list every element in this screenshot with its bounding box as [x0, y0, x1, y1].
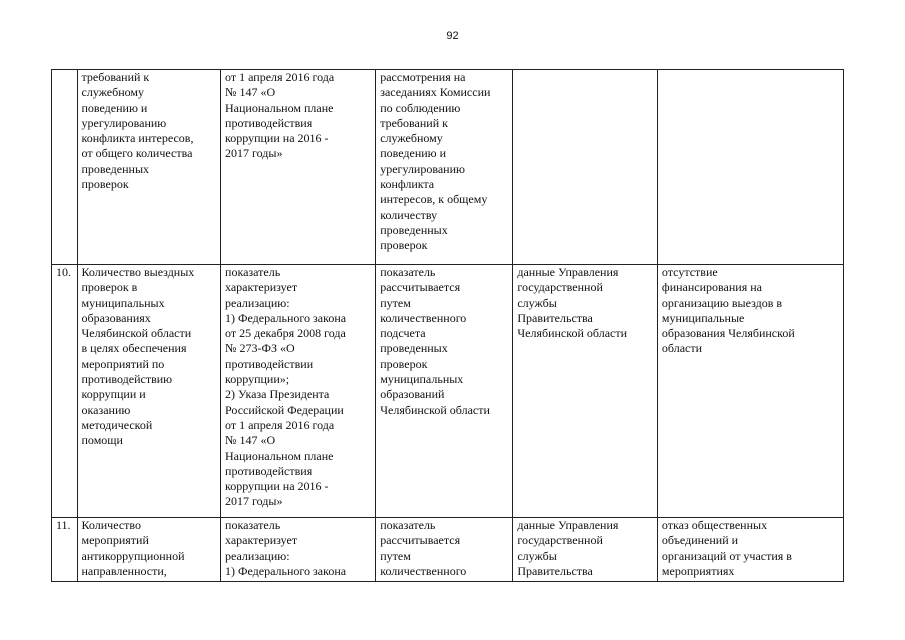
table-row: [52, 70, 844, 265]
indicators-table: [51, 69, 844, 582]
calculation-method-cell: показатель рассчитывается путем количественного подсчета проведенных проверок муниципальных образований Челябинской области: [376, 265, 513, 518]
row-number-cell: 10.: [52, 265, 78, 518]
data-source-cell: [513, 70, 658, 265]
indicator-name-cell: Количество мероприятий антикоррупционной направленности,: [77, 518, 221, 582]
row-number-cell: [52, 70, 78, 265]
row-number-cell: 11.: [52, 518, 78, 582]
risk-factor-cell: отказ общественных объединений и организаций от участия в мероприятиях: [657, 518, 843, 582]
legal-basis-cell: показатель характеризует реализацию: 1) Федерального закона: [221, 518, 376, 582]
indicator-name-cell: Количество выездных проверок в муниципальных образованиях Челябинской области в целях обеспечения мероприятий по противодействию коррупции и оказанию методической помощи: [77, 265, 221, 518]
calculation-method-cell: показатель рассчитывается путем количественного: [376, 518, 513, 582]
page-number: 92: [446, 30, 459, 42]
risk-factor-cell: отсутствие финансирования на организацию выездов в муниципальные образования Челябинской области: [657, 265, 843, 518]
risk-factor-cell: [657, 70, 843, 265]
legal-basis-cell: от 1 апреля 2016 года № 147 «О Национальном плане противодействия коррупции на 2016 - 2017 годы»: [221, 70, 376, 265]
calculation-method-cell: рассмотрения на заседаниях Комиссии по соблюдению требований к служебному поведению и урегулированию конфликта интересов, к общему количеству проведенных проверок: [376, 70, 513, 265]
data-source-cell: данные Управления государственной службы Правительства: [513, 518, 658, 582]
indicator-name-cell: требований к служебному поведению и урегулированию конфликта интересов, от общего количества проведенных проверок: [77, 70, 221, 265]
legal-basis-cell: показатель характеризует реализацию: 1) Федерального закона от 25 декабря 2008 года № 273-ФЗ «О противодействии коррупции»; 2) Указа Президента Российской Федерации от 1 апреля 2016 года № 147 «О Национальном плане противодействия коррупции на 2016 - 2017 годы»: [221, 265, 376, 518]
table-row: [52, 265, 844, 518]
data-source-cell: данные Управления государственной службы Правительства Челябинской области: [513, 265, 658, 518]
table-row: [52, 518, 844, 582]
